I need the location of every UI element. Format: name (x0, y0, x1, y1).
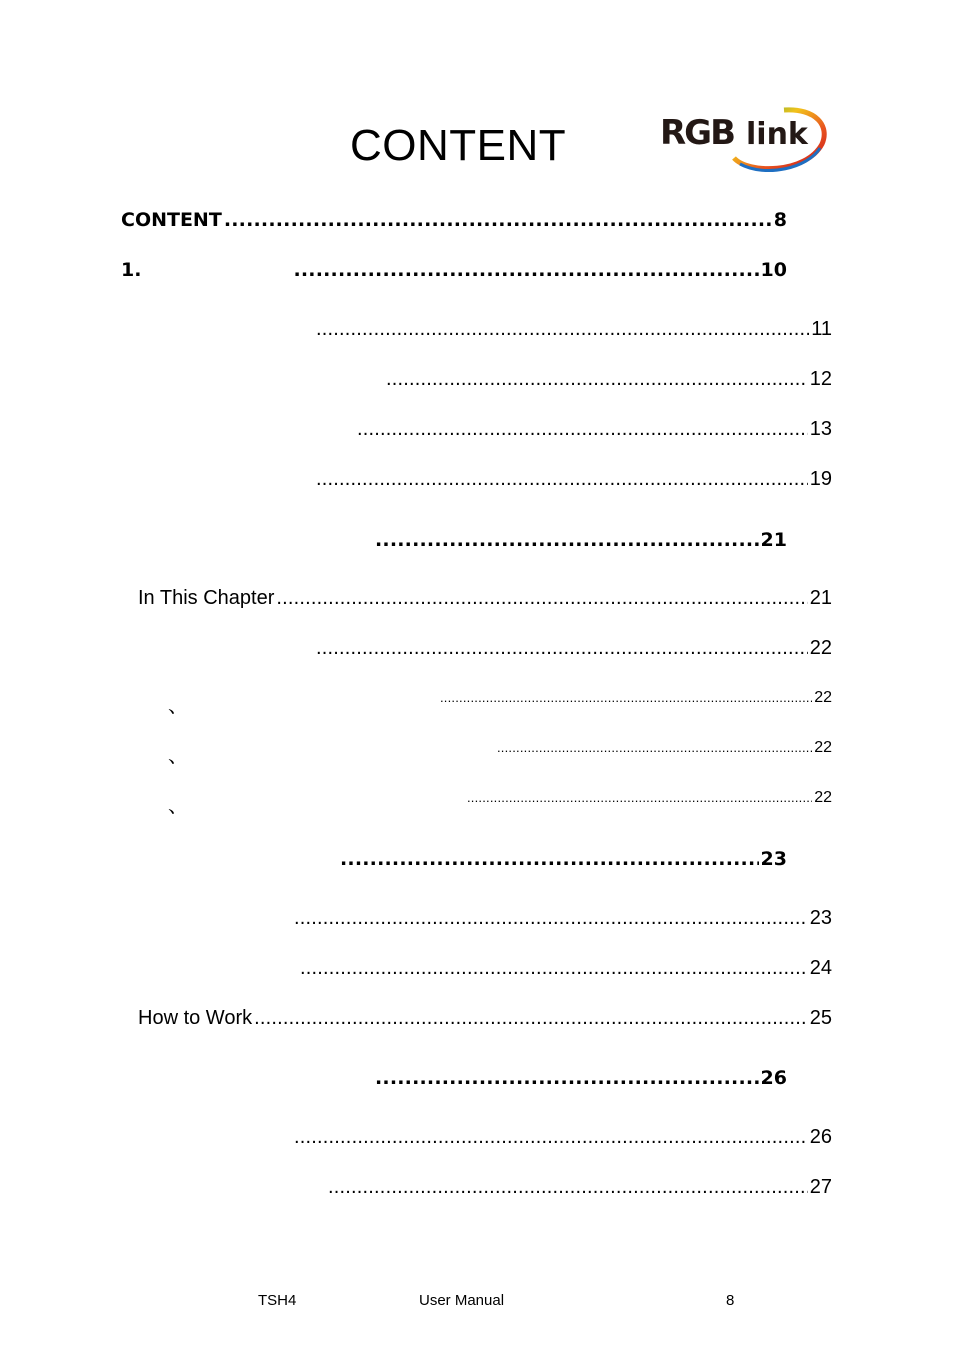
toc-entry[interactable]: ..... 22 (440, 689, 832, 707)
list-mark: 、 (168, 743, 188, 767)
leader-dots (276, 587, 807, 610)
toc-entry[interactable]: ..... 19 (316, 468, 832, 491)
leader-dots (293, 259, 758, 281)
toc-entry[interactable]: In This Chapter ..... 21 (138, 587, 832, 610)
leader-dots (357, 418, 808, 441)
toc-entry[interactable]: ..... 23 (294, 907, 832, 930)
toc-entry[interactable]: How to Work ..... 25 (138, 1007, 832, 1030)
leader-dots (497, 740, 812, 755)
toc-entry[interactable]: ..... 22 (467, 789, 832, 807)
footer-page-number: 8 (726, 1292, 735, 1309)
leader-dots (316, 468, 808, 491)
toc-entry[interactable]: ..... 11 (316, 318, 832, 341)
rgblink-logo (656, 104, 828, 176)
leader-dots (328, 1176, 808, 1199)
toc-entry[interactable]: ..... 21 (375, 529, 787, 551)
toc-entry[interactable]: ..... 22 (497, 739, 832, 757)
leader-dots (440, 690, 812, 705)
leader-dots (224, 209, 772, 231)
footer-doc-title: User Manual (419, 1292, 505, 1309)
list-mark: 、 (168, 793, 188, 817)
toc-entry[interactable]: ..... 22 (316, 637, 832, 660)
leader-dots (467, 790, 812, 805)
toc-entry[interactable]: ..... 24 (300, 957, 832, 980)
leader-dots (386, 368, 808, 391)
leader-dots (316, 318, 809, 341)
leader-dots (254, 1007, 808, 1030)
toc-entry[interactable]: CONTENT ..... 8 (121, 209, 787, 231)
leader-dots (375, 1067, 759, 1089)
leader-dots (300, 957, 808, 980)
leader-dots (340, 848, 759, 870)
footer-product: TSH4 (258, 1292, 297, 1309)
list-mark: 、 (168, 693, 188, 717)
leader-dots (294, 1126, 808, 1149)
toc-entry[interactable]: ..... 13 (357, 418, 832, 441)
svg-text:RGB: RGB (660, 113, 735, 153)
toc-entry[interactable]: ..... 26 (294, 1126, 832, 1149)
leader-dots (294, 907, 808, 930)
svg-text:link: link (746, 117, 808, 152)
toc-entry[interactable]: 1. ..... 10 (121, 259, 787, 281)
toc-entry[interactable]: ..... 27 (328, 1176, 832, 1199)
page-title: CONTENT (350, 121, 567, 170)
leader-dots (375, 529, 759, 551)
leader-dots (316, 637, 808, 660)
toc-entry[interactable]: ..... 12 (386, 368, 832, 391)
toc-entry[interactable]: ..... 23 (340, 848, 787, 870)
toc-entry[interactable]: ..... 26 (375, 1067, 787, 1089)
